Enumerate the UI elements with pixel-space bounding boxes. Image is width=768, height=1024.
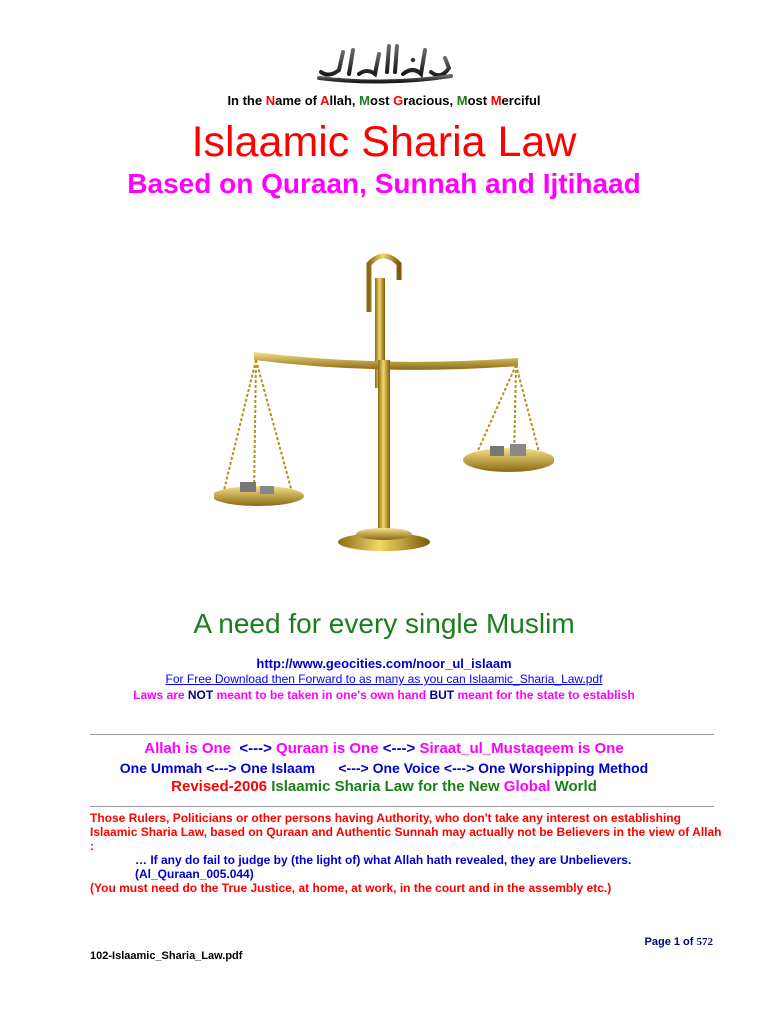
download-link[interactable]: For Free Download then Forward to as many as you can Islaamic_Sharia_Law.pdf xyxy=(165,672,603,686)
balance-scale-icon xyxy=(214,250,554,560)
invocation-line: In the Name of Allah, Most Gracious, Most Merciful xyxy=(227,93,541,108)
quran-reference: (Al_Quraan_005.044) xyxy=(135,867,254,881)
motto-line-2: One Ummah <---> One Islaam <---> One Voice <---> One Worshipping Method xyxy=(119,760,649,776)
revised-line: Revised-2006 Islaamic Sharia Law for the New Global World xyxy=(171,778,597,795)
quran-quote: … If any do fail to judge by (the light of) what Allah hath revealed, they are Unbelievers. xyxy=(135,853,632,867)
page-number: Page 1 of 572 xyxy=(644,936,713,948)
balance-scale-image xyxy=(0,250,768,560)
page-title: Islaamic Sharia Law xyxy=(191,118,577,166)
justice-note: (You must need do the True Justice, at home, at work, in the court and in the assembly etc.) xyxy=(90,881,612,895)
divider-bottom xyxy=(90,806,714,807)
bismillah-calligraphy xyxy=(0,38,768,88)
laws-notice: Laws are NOT meant to be taken in one's own hand BUT meant for the state to establish xyxy=(133,688,635,702)
website-link[interactable]: http://www.geocities.com/noor_ul_islaam xyxy=(256,656,512,671)
page-subtitle: Based on Quraan, Sunnah and Ijtihaad xyxy=(127,168,641,199)
tagline: A need for every single Muslim xyxy=(193,608,575,639)
motto-line-1: Allah is One <---> Quraan is One <---> Siraat_ul_Mustaqeem is One xyxy=(144,740,624,757)
divider-top xyxy=(90,734,714,735)
file-name: 102-Islaamic_Sharia_Law.pdf xyxy=(90,950,243,962)
calligraphy-icon xyxy=(309,38,459,88)
warning-paragraph: Those Rulers, Politicians or other persons having Authority, who don't take any interest on establishing Islaamic Sharia Law, based on Quraan and Authentic Sunnah may actually not be Believers in the view of Allah : xyxy=(90,811,722,853)
